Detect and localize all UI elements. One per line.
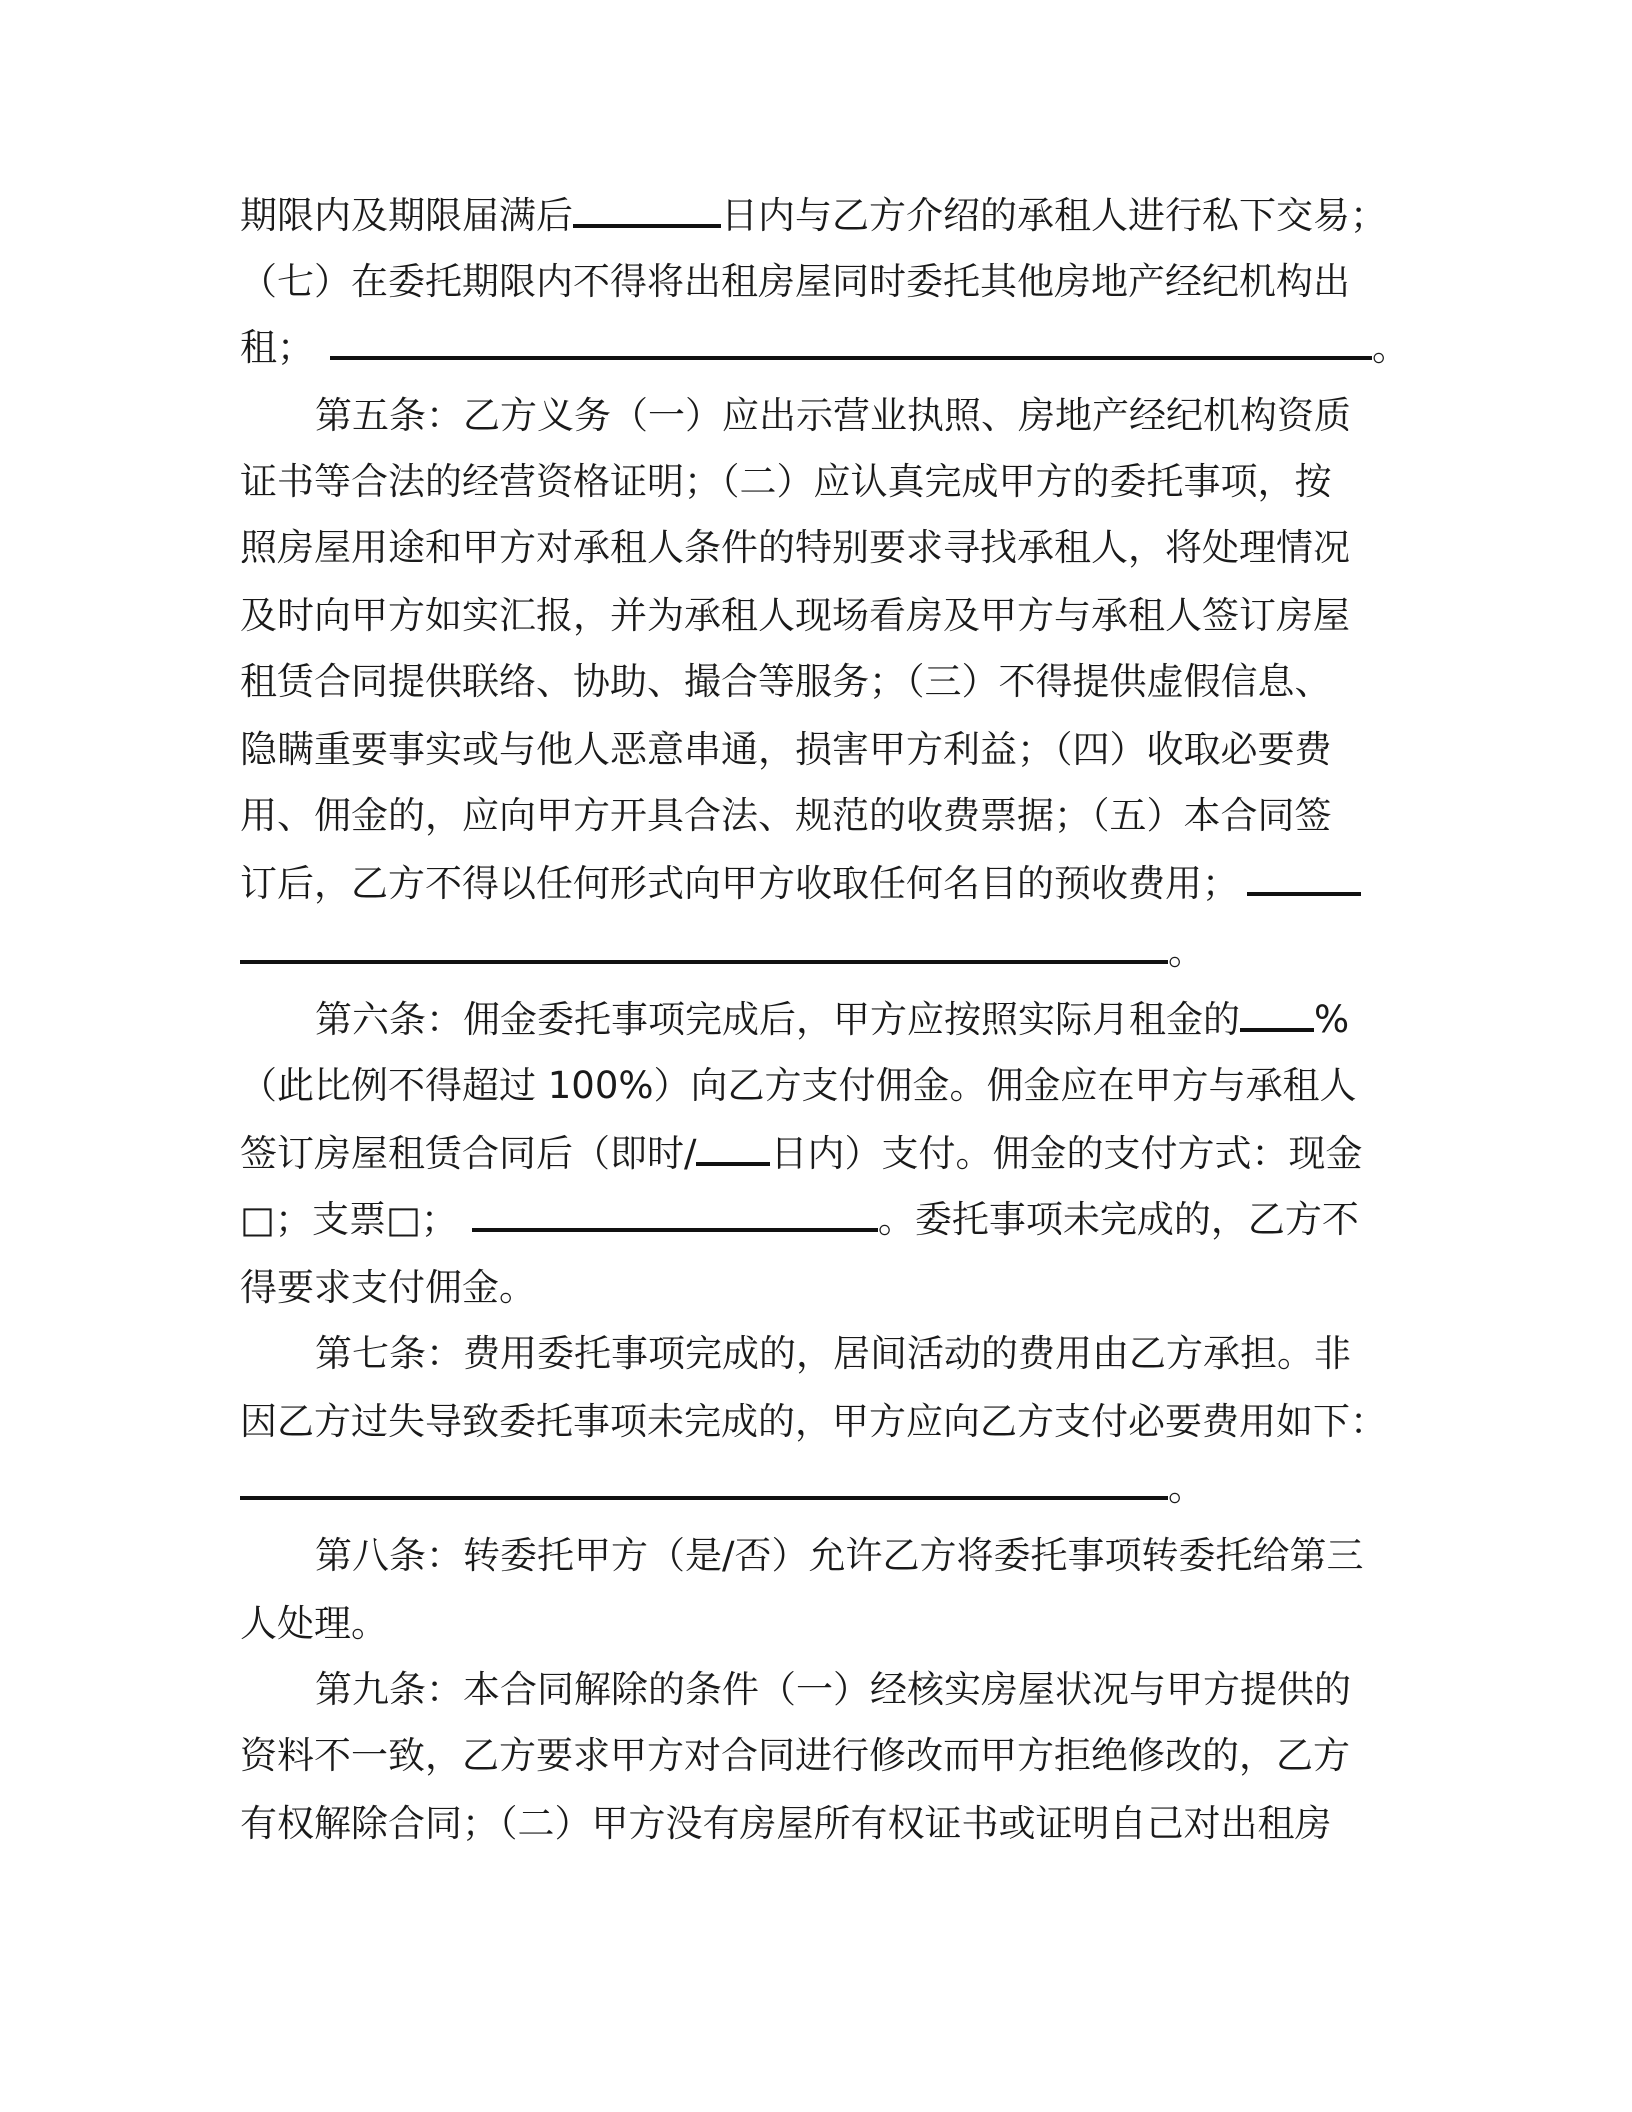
text-line: 第六条：佣金委托事项完成后，甲方应按照实际月租金的 % (315, 994, 1349, 1046)
text-line: （七）在委托期限内不得将出租房屋同时委托其他房地产经纪机构出 (240, 260, 1350, 303)
fill-blank (330, 322, 1372, 360)
text-line: 。 (240, 1462, 1205, 1514)
text-line: 第九条：本合同解除的条件（一）经核实房屋状况与甲方提供的 (315, 1668, 1351, 1711)
fill-blank (240, 1462, 1168, 1500)
fill-blank (573, 190, 721, 228)
text-line: 因乙方过失导致委托事项未完成的，甲方应向乙方支付必要费用如下： (240, 1400, 1387, 1443)
text-line: 。 (240, 926, 1205, 978)
text-line: 人处理。 (240, 1602, 388, 1645)
text-line: 租； 。 (240, 322, 1409, 374)
text-line: 第五条：乙方义务（一）应出示营业执照、房地产经纪机构资质 (315, 394, 1351, 437)
text-line: 期限内及期限届满后 日内与乙方介绍的承租人进行私下交易； (240, 190, 1387, 242)
text-line: 照房屋用途和甲方对承租人条件的特别要求寻找承租人，将处理情况 (240, 526, 1350, 569)
fill-blank (472, 1194, 878, 1232)
text-line: 第八条：转委托甲方（是/否）允许乙方将委托事项转委托给第三 (315, 1534, 1364, 1577)
fill-blank (1240, 994, 1314, 1032)
text-line: （此比例不得超过 100%）向乙方支付佣金。佣金应在甲方与承租人 (240, 1064, 1357, 1107)
text-line: 得要求支付佣金。 (240, 1266, 536, 1309)
text-line: 第七条：费用委托事项完成的，居间活动的费用由乙方承担。非 (315, 1332, 1351, 1375)
text-line: 证书等合法的经营资格证明；（二）应认真完成甲方的委托事项，按 (240, 460, 1332, 503)
text-line: □；支票□； 。委托事项未完成的，乙方不 (240, 1194, 1359, 1246)
fill-blank (696, 1128, 770, 1166)
text-line: 隐瞒重要事实或与他人恶意串通，损害甲方利益；（四）收取必要费 (240, 728, 1332, 771)
fill-blank (1247, 858, 1361, 896)
text-line: 用、佣金的，应向甲方开具合法、规范的收费票据；（五）本合同签 (240, 794, 1332, 837)
text-line: 订后，乙方不得以任何形式向甲方收取任何名目的预收费用； (240, 858, 1361, 910)
text-line: 资料不一致，乙方要求甲方对合同进行修改而甲方拒绝修改的，乙方 (240, 1734, 1350, 1777)
text-line: 及时向甲方如实汇报，并为承租人现场看房及甲方与承租人签订房屋 (240, 594, 1350, 637)
text-line: 租赁合同提供联络、协助、撮合等服务；（三）不得提供虚假信息、 (240, 660, 1332, 703)
text-line: 有权解除合同；（二）甲方没有房屋所有权证书或证明自己对出租房 (240, 1802, 1332, 1845)
text-line: 签订房屋租赁合同后（即时/ 日内）支付。佣金的支付方式：现金 (240, 1128, 1362, 1180)
fill-blank (240, 926, 1168, 964)
